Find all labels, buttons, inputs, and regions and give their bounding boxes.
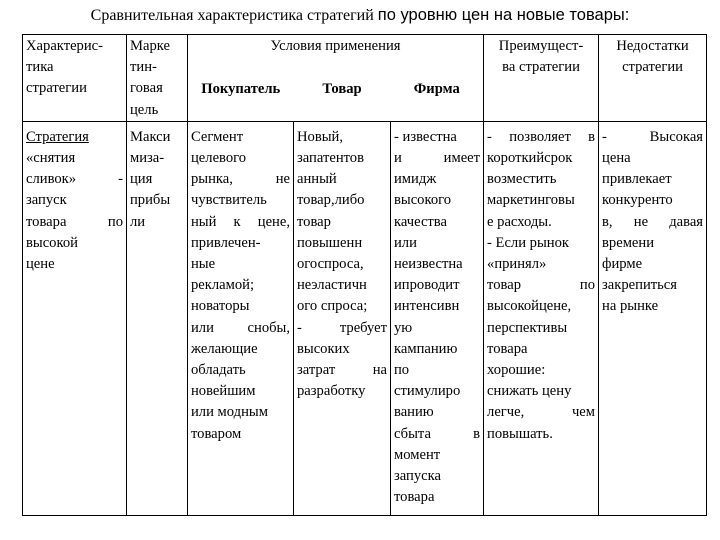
header-buyer: Покупатель [188, 57, 294, 121]
strategy-table [22, 34, 707, 516]
header-row-1 [23, 35, 707, 58]
cell-disadvantages: - Высокая цена привлекает конкуренто в, не давая времени фирме закрепиться на рынке [599, 121, 707, 515]
cell-goal: Макси миза- ция прибы ли [127, 121, 188, 515]
cell-advantages: - позволяет в короткийсрок возместить маркетинговы е расходы. - Если рынок «принял» товар по высокойцене, перспективы товара хорошие: снижать цену легче, чем повышать. [484, 121, 599, 515]
header-characteristic: Характерис- тика стратегии [23, 35, 127, 122]
title-sans-part: по уровню цен на новые товары: [377, 6, 630, 24]
header-disadvantages: Недостатки стратегии [599, 35, 707, 122]
header-marketing-goal: Марке тин- говая цель [127, 35, 188, 122]
cell-product: Новый, запатентов анный товар,либо товар повышенн огоспроса, неэластичн ого спроса; - требует высоких затрат на разработку [294, 121, 391, 515]
header-firm: Фирма [391, 57, 484, 121]
header-product: Товар [294, 57, 391, 121]
header-advantages: Преимущест- ва стратегии [484, 35, 599, 122]
table-row [23, 121, 707, 515]
document-title [0, 6, 720, 25]
header-conditions: Условия применения [188, 35, 484, 58]
cell-firm: - известна и имеет имидж высокого качества или неизвестна ипроводит интенсивн ую кампанию по стимулиро ванию сбыта в момент запуска товара [391, 121, 484, 515]
cell-strategy: Стратегия «снятия сливок» - запуск товара по высокой цене [23, 121, 127, 515]
cell-buyer: Сегмент целевого рынка, не чувствитель ный к цене, привлечен- ные рекламой; новаторы или снобы, желающие обладать новейшим или модным товаром [188, 121, 294, 515]
title-serif-part: Сравнительная характеристика стратегий [90, 7, 374, 24]
